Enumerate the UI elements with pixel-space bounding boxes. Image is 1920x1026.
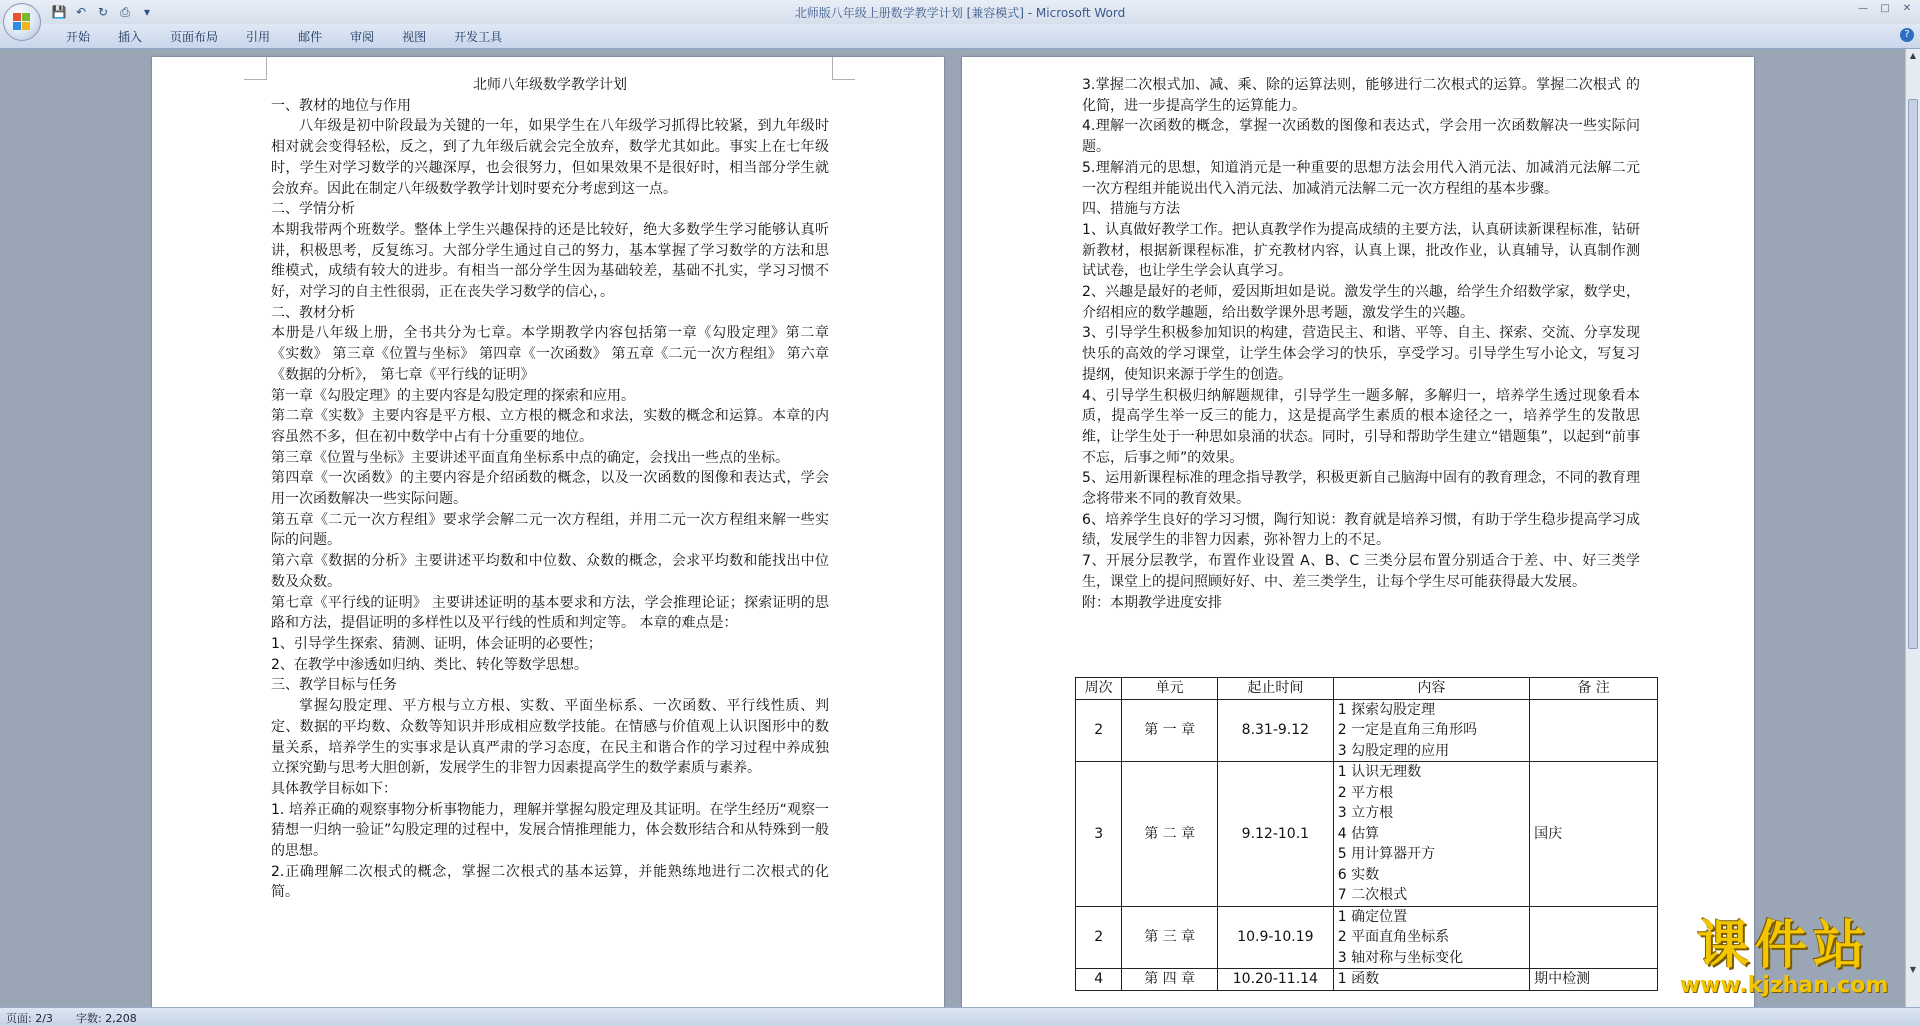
table-row [1076,699,1658,762]
list-item: 2、兴趣是最好的老师，爱因斯坦如是说。激发学生的兴趣，给学生介绍数学家，数学史，介绍相应的数学趣题，给出数学课外思考题，激发学生的兴趣。 [1082,284,1640,321]
ribbon-tabs [52,29,516,45]
tab-page-layout[interactable]: 页面布局 [170,30,219,44]
tab-mailings[interactable]: 邮件 [298,30,323,44]
list-item: 4.理解一次函数的概念，掌握一次函数的图像和表达式，学会用一次函数解决一些实际问题。 [1082,118,1640,156]
crop-mark [832,57,855,80]
paragraph: 第五章《二元一次方程组》要求学会解二元一次方程组，并用二元一次方程组来解一些实际的问题。 [271,511,829,549]
list-item: 1、引导学生探索、猜测、证明，体会证明的必要性； [271,635,602,652]
document-area [0,49,1906,1007]
table-header-row [1076,678,1658,700]
note-cell: 期中检测 [1530,969,1658,991]
note-cell [1530,699,1658,762]
page-1-text [271,75,829,903]
content-item: 7 二次根式 [1337,887,1408,903]
week-cell: 3 [1076,762,1122,907]
paragraph: 掌握勾股定理、平方根与立方根、实数、平面坐标系、一次函数、平行线性质、判定、数据的平均数、众数等知识并形成相应数学技能。在情感与价值观上认识图形中的数量关系，培养学生的实事求是认真严肃的学习态度，在民主和谐合作的学习过程中养成独立探究勤与思考大胆创新，发展学生的非智力因素提高学生的数学素质与素养。 [271,698,829,777]
title-bar [0,0,1920,24]
tab-view[interactable]: 视图 [402,30,427,44]
dates-cell: 10.9-10.19 [1217,906,1333,969]
watermark-title: 课件站 [1696,915,1871,976]
table-row [1076,969,1658,991]
maximize-button[interactable]: □ [1880,3,1890,14]
scroll-up-icon[interactable]: ▲ [1909,51,1917,60]
paragraph: 附：本期教学进度安排 [1082,594,1222,611]
week-cell: 4 [1076,969,1122,991]
list-item: 3.掌握二次根式加、减、乘、除的运算法则，能够进行二次根式的运算。掌握二次根式 的化简，进一步提高学生的运算能力。 [1082,77,1640,114]
table-header-cell: 备 注 [1530,678,1658,700]
document-title: 北师八年级数学教学计划 [473,77,627,93]
table-row [1076,762,1658,907]
list-item: 1. 培养正确的观察事物分析事物能力，理解并掌握勾股定理及其证明。在学生经历“观察一猜想一归纳一验证”勾股定理的过程中，发展合情推理能力，体会数形结合和从特殊到一般的思想。 [271,801,829,860]
page-2-text [1082,75,1640,613]
unit-cell: 第 四 章 [1122,969,1218,991]
content-item: 2 一定是直角三角形吗 [1337,722,1478,738]
section-heading: 三、教学目标与任务 [271,677,397,694]
scroll-down-icon[interactable]: ▼ [1909,965,1917,974]
customize-toolbar-icon[interactable]: ▾ [143,5,151,19]
content-item: 1 探索勾股定理 [1337,701,1436,718]
paragraph: 第四章《一次函数》的主要内容是介绍函数的概念，以及一次函数的图像和表达式，学会用一次函数解决一些实际问题。 [271,470,829,508]
content-item: 3 轴对称与坐标变化 [1337,949,1464,966]
page-count-status[interactable]: 页面: 2/3 [6,1012,53,1025]
list-item: 3、引导学生积极参加知识的构建，营造民主、和谐、平等、自主、探索、交流、分享发现快乐的高效的学习课堂，让学生体会学习的快乐，享受学习。引导学生写小论文，写复习提纲，使知识来源于学生的创造。 [1082,325,1640,383]
table-header-cell: 单元 [1122,678,1218,700]
list-item: 2、在教学中渗透如归纳、类比、转化等数学思想。 [271,656,588,673]
paragraph: 第三章《位置与坐标》主要讲述平面直角坐标系中点的确定，会找出一些点的坐标。 [271,449,789,466]
undo-icon[interactable]: ↶ [75,5,87,19]
content-cell [1333,969,1529,991]
tab-developer[interactable]: 开发工具 [454,30,503,44]
window-title: 北师版八年级上册数学教学计划 [兼容模式] - Microsoft Word [794,6,1126,20]
content-cell [1333,906,1529,969]
list-item: 6、培养学生良好的学习习惯，陶行知说：教育就是培养习惯，有助于学生稳步提高学习成绩，发展学生的非智力因素，弥补智力上的不足。 [1082,511,1640,549]
tab-review[interactable]: 审阅 [350,30,375,44]
list-item: 5、运用新课程标准的理念指导教学，积极更新自己脑海中固有的教育理念，不同的教育理念将带来不同的教育效果。 [1082,470,1640,508]
week-cell: 2 [1076,906,1122,969]
content-item: 6 实数 [1337,866,1380,883]
table-header-cell: 内容 [1333,678,1529,700]
section-heading: 二、教材分析 [271,304,355,321]
redo-icon[interactable]: ↻ [97,5,109,19]
table-header-cell: 起止时间 [1217,678,1333,700]
paragraph: 第二章《实数》主要内容是平方根、立方根的概念和求法，实数的概念和运算。本章的内容虽然不多，但在初中数学中占有十分重要的地位。 [271,408,829,445]
paragraph: 本期我带两个班数学。整体上学生兴趣保持的还是比较好，绝大多数学生学习能够认真听讲，积极思考，反复练习。大部分学生通过自己的努力，基本掌握了学习数学的方法和思维模式，成绩有较大的进步。有相当一部分学生因为基础较差，基础不扎实，学习习惯不好，对学习的自主性很弱，正在丧失学习数学的信心，。 [271,221,829,301]
list-item: 2.正确理解二次根式的概念，掌握二次根式的基本运算，并能熟练地进行二次根式的化简。 [271,863,829,901]
paragraph: 第七章《平行线的证明》 主要讲述证明的基本要求和方法，学会推理论证；探索证明的思路和方法，提倡证明的多样性以及平行线的性质和判定等。 本章的难点是： [271,594,829,632]
help-icon[interactable]: ? [1900,28,1914,42]
office-logo-icon [13,13,31,31]
paragraph: 八年级是初中阶段最为关键的一年，如果学生在八年级学习抓得比较紧，到九年级时相对就会变得轻松，反之，到了九年级后就会完全放弃，数学尤其如此。事实上在七年级时，学生对学习数学的兴趣深厚，也会很努力，但如果效果不是很好时，相当部分学生就会放弃。因此在制定八年级数学教学计划时要充分考虑到这一点。 [271,118,829,197]
close-button[interactable]: ✕ [1902,3,1912,14]
content-item: 2 平方根 [1337,784,1394,801]
table-row [1076,906,1658,969]
tab-home[interactable]: 开始 [66,30,91,44]
dates-cell: 8.31-9.12 [1217,699,1333,762]
week-cell: 2 [1076,699,1122,762]
section-heading: 四、措施与方法 [1082,201,1180,218]
dates-cell: 10.20-11.14 [1217,969,1333,991]
scrollbar-thumb[interactable] [1908,99,1918,649]
content-item: 4 估算 [1337,825,1380,842]
office-button[interactable] [3,3,41,41]
paragraph: 本册是八年级上册，全书共分为七章。本学期教学内容包括第一章《勾股定理》第二章《实数》 第三章《位置与坐标》 第四章《一次函数》 第五章《二元一次方程组》 第六章《数据的分析》， 第七章《平行线的证明》 [271,325,829,383]
list-item: 7、开展分层教学，布置作业设置 A、B、C 三类分层布置分别适合于差、中、好三类学生，课堂上的提问照顾好好、中、差三类学生，让每个学生尽可能获得最大发展。 [1082,553,1640,590]
table-header-cell: 周次 [1076,678,1122,700]
save-icon[interactable]: 💾 [51,5,67,19]
dates-cell: 9.12-10.1 [1217,762,1333,907]
tab-references[interactable]: 引用 [246,30,271,44]
paragraph: 第一章《勾股定理》的主要内容是勾股定理的探索和应用。 [271,387,635,404]
tab-insert[interactable]: 插入 [118,30,143,44]
content-cell [1333,699,1529,762]
paragraph: 第六章《数据的分析》主要讲述平均数和中位数、众数的概念，会求平均数和能找出中位数及众数。 [271,553,829,590]
crop-mark [244,57,267,80]
list-item: 4、引导学生积极归纳解题规律，引导学生一题多解，多解归一，培养学生透过现象看本质，提高学生举一反三的能力，这是提高学生素质的根本途径之一，培养学生的发散思维，让学生处于一种思如泉涌的状态。同时，引导和帮助学生建立“错题集”，以起到“前事不忘，后事之师”的效果。 [1082,387,1640,466]
document-page-1[interactable] [152,57,944,1007]
schedule-table [1075,677,1658,991]
content-item: 1 认识无理数 [1337,764,1422,780]
unit-cell: 第 二 章 [1122,762,1218,907]
document-page-2[interactable] [962,57,1754,1007]
content-item: 3 勾股定理的应用 [1337,742,1450,759]
minimize-button[interactable]: — [1858,3,1868,14]
list-item: 1、认真做好教学工作。把认真教学作为提高成绩的主要方法，认真研读新课程标准，钻研新教材，根据新课程标准，扩充教材内容，认真上课，批改作业，认真辅导，认真制作测试试卷，也让学生学会认真学习。 [1082,221,1640,280]
vertical-scrollbar[interactable] [1905,49,1920,1007]
paragraph: 具体教学目标如下： [271,780,397,797]
unit-cell: 第 一 章 [1122,699,1218,762]
status-bar [0,1007,1920,1026]
word-count-status[interactable]: 字数: 2,208 [76,1012,137,1025]
watermark-url: www.kjzhan.com [1679,973,1889,998]
content-item: 1 函数 [1337,971,1380,987]
unit-cell: 第 三 章 [1122,906,1218,969]
content-cell [1333,762,1529,907]
ribbon-bar [0,24,1920,49]
section-heading: 一、教材的地位与作用 [271,97,411,114]
content-item: 2 平面直角坐标系 [1337,929,1450,945]
note-cell: 国庆 [1530,762,1658,907]
section-heading: 二、学情分析 [271,201,355,218]
note-cell [1530,906,1658,969]
watermark [1664,915,1904,998]
print-preview-icon[interactable]: ⎙ [120,4,130,19]
content-item: 3 立方根 [1337,805,1394,821]
content-item: 5 用计算器开方 [1337,846,1436,862]
content-item: 1 确定位置 [1337,908,1408,925]
list-item: 5.理解消元的思想，知道消元是一种重要的思想方法会用代入消元法、加减消元法解二元一次方程组并能说出代入消元法、加减消元法解二元一次方程组的基本步骤。 [1082,159,1640,197]
